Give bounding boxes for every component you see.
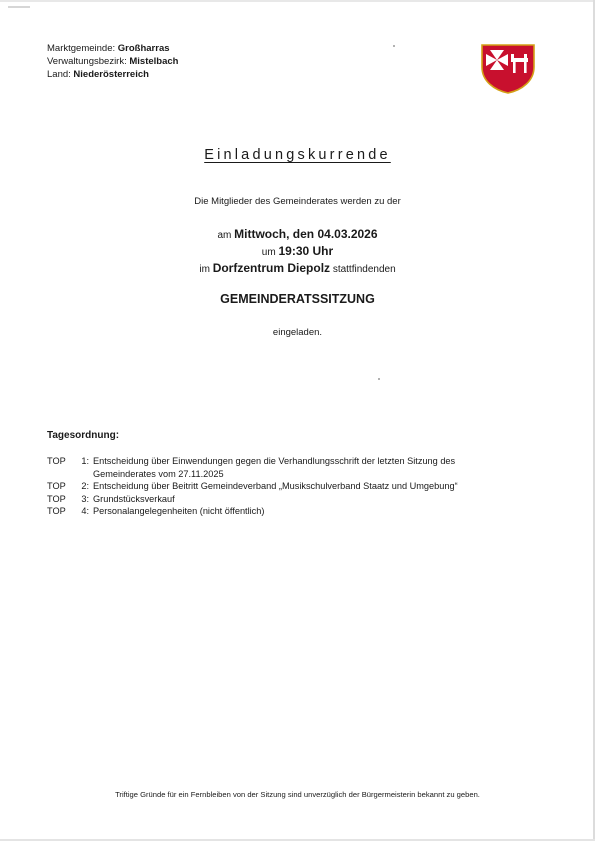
community-line (47, 42, 178, 55)
place-line (0, 261, 595, 275)
agenda-item-label: TOP (47, 506, 66, 517)
state-line (47, 68, 178, 81)
agenda-item-number: 3: (81, 493, 89, 504)
header-block (47, 42, 178, 81)
agenda-item-label (47, 468, 75, 481)
coat-of-arms-icon (480, 43, 536, 95)
agenda-item-text: Personalangelegenheiten (nicht öffentlich) (93, 506, 265, 517)
meeting-place: Dorfzentrum Diepolz (212, 261, 331, 275)
agenda-item (47, 455, 557, 468)
time-prefix: um (261, 247, 276, 258)
agenda-item (47, 505, 557, 518)
date-line (0, 227, 595, 241)
agenda-item (47, 468, 557, 481)
agenda-item-text: Gemeinderates vom 27.11.2025 (93, 468, 224, 479)
community-value: Großharras (117, 43, 170, 54)
agenda-item-number: 1: (81, 456, 89, 466)
meeting-date: Mittwoch, den 04.03.2026 (234, 227, 378, 241)
invitation-intro: Die Mitglieder des Gemeinderates werden zu der (194, 196, 401, 207)
agenda-item (47, 480, 557, 493)
place-prefix: im (199, 264, 210, 275)
scan-mark (8, 6, 30, 8)
district-value: Mistelbach (129, 56, 179, 67)
state-label: Land: (47, 69, 71, 80)
district-label: Verwaltungsbezirk: (47, 56, 127, 67)
scan-edge-top (0, 0, 595, 2)
district-line (47, 55, 178, 68)
agenda-heading: Tagesordnung: (47, 430, 120, 441)
meeting-time: 19:30 Uhr (278, 244, 334, 258)
community-label: Marktgemeinde: (47, 43, 116, 54)
document-title: Einladungskurrende (204, 147, 391, 163)
place-suffix: stattfindenden (332, 264, 396, 275)
footer-note: Triftige Gründe für ein Fernbleiben von der Sitzung sind unverzüglich der Bürgermeisterin bekannt zu geben. (115, 790, 480, 799)
agenda-item-label: TOP (47, 481, 66, 492)
agenda-list (47, 455, 557, 518)
agenda-item-number: 2: (81, 481, 89, 492)
agenda-item-label: TOP (47, 493, 66, 504)
date-prefix: am (217, 230, 232, 241)
invitation-closing: eingeladen. (272, 327, 323, 338)
time-line (0, 244, 595, 258)
scan-speck (393, 45, 395, 47)
session-title: GEMEINDERATSSITZUNG (220, 292, 375, 306)
agenda-item-text: Grundstücksverkauf (93, 493, 175, 504)
scan-speck (378, 378, 380, 380)
agenda-item-label: TOP (47, 456, 66, 466)
agenda-item-text: Entscheidung über Beitritt Gemeindeverband „Musikschulverband Staatz und Umgebung“ (93, 481, 458, 492)
agenda-item-text: Entscheidung über Einwendungen gegen die Verhandlungsschrift der letzten Sitzung des (93, 456, 456, 466)
agenda-item (47, 493, 557, 506)
agenda-item-number: 4: (81, 506, 89, 517)
state-value: Niederösterreich (73, 69, 149, 80)
agenda-item-number (75, 468, 89, 481)
